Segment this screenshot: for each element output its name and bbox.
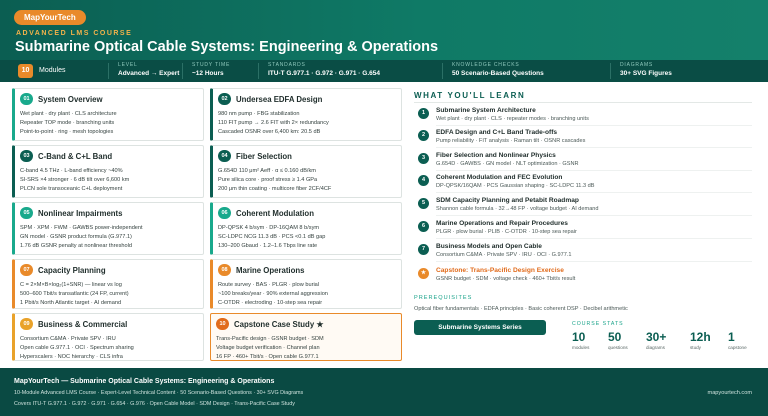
stats-bar — [0, 60, 768, 82]
learn-number: 4 — [418, 175, 429, 186]
module-number-badge: 02 — [218, 93, 231, 105]
header — [0, 0, 768, 60]
divider — [414, 102, 752, 103]
bullet: C-OTDR · electroding · 10-step sea repair — [218, 300, 323, 306]
bullet: 1.76 dB GSNR penalty at nonlinear threshold — [20, 243, 132, 249]
divider — [436, 238, 752, 239]
stat-value: ~12 Hours — [192, 70, 224, 77]
module-card-02[interactable] — [210, 88, 402, 141]
divider — [436, 147, 752, 148]
learn-item-title: SDM Capacity Planning and Petabit Roadmap — [436, 197, 579, 204]
learn-item-title: Fiber Selection and Nonlinear Physics — [436, 152, 556, 159]
bullet: 1 Pbit/s North Atlantic target · AI demand — [20, 300, 122, 306]
divider — [436, 170, 752, 171]
stat-value: 50 Scenario-Based Questions — [452, 70, 544, 77]
bullet: GN model · GSNR product formula (G.977.1) — [20, 234, 132, 240]
stat-diagrams — [620, 62, 672, 77]
learn-number: 1 — [418, 108, 429, 119]
module-number-badge: 06 — [218, 207, 231, 219]
module-title: Fiber Selection — [236, 151, 292, 161]
site-link[interactable]: mapyourtech.com — [707, 390, 752, 396]
module-title: Marine Operations — [236, 265, 305, 275]
module-title: Capstone Case Study ★ — [234, 319, 324, 329]
learn-item-title: Business Models and Open Cable — [436, 243, 542, 250]
module-bullets — [20, 110, 117, 137]
card-header — [218, 150, 292, 162]
bullet: 110 FIT pump → 2.6 FIT with 2× redundancy — [218, 120, 329, 126]
course-stat — [572, 330, 589, 350]
stat-knowledge-checks — [452, 62, 544, 77]
learn-item-detail: GSNR budget · SDM · voltage check · 460+ Tbit/s result — [436, 276, 576, 282]
course-stat-label: questions — [608, 345, 628, 350]
learn-number: 5 — [418, 198, 429, 209]
course-stat-label: modules — [572, 345, 590, 350]
stat-value: Advanced → Expert — [118, 70, 180, 77]
bullet: Hyperscalers · NOC hierarchy · CLS infra — [20, 354, 123, 360]
learn-number: 6 — [418, 221, 429, 232]
page-title: Submarine Optical Cable Systems: Engineering & Operations — [15, 39, 439, 55]
bullet: Wet plant · dry plant · CLS architecture — [20, 111, 117, 117]
bullet: G.654D 110 μm² Aeff · α ≤ 0.160 dB/km — [218, 168, 316, 174]
bullet: SC-LDPC NCG 11.3 dB · PCS <0.1 dB gap — [218, 234, 326, 240]
bullet: 130–200 Gbaud · 1.2–1.6 Tbps line rate — [218, 243, 318, 249]
learn-item-detail: PLGR · plow burial · PLIB · C-OTDR · 10-step sea repair — [436, 229, 577, 235]
bullet: ~100 breaks/year · 90% external aggression — [218, 291, 328, 297]
module-bullets — [218, 110, 329, 137]
stat-study-time — [192, 62, 230, 77]
course-stat-label: study — [690, 345, 701, 350]
footer-summary: 10-Module Advanced LMS Course · Expert-Level Technical Content · 50 Scenario-Based Questions · 30+ SVG Diagrams — [14, 390, 304, 396]
divider — [436, 192, 752, 193]
module-number-badge: 10 — [216, 318, 229, 330]
module-title: C-Band & C+L Band — [38, 151, 113, 161]
module-title: Nonlinear Impairments — [38, 208, 123, 218]
module-card-05[interactable] — [12, 202, 204, 255]
course-stat-value: 30+ — [646, 330, 667, 344]
learn-number: 7 — [418, 244, 429, 255]
divider — [610, 63, 611, 79]
bullet: Point-to-point · ring · mesh topologies — [20, 129, 114, 135]
learn-item-title: Marine Operations and Repair Procedures — [436, 220, 568, 227]
card-header — [218, 264, 304, 276]
module-card-08[interactable] — [210, 259, 402, 309]
stat-value: 30+ SVG Figures — [620, 70, 672, 77]
module-title: Capacity Planning — [38, 265, 106, 275]
divider — [108, 63, 109, 79]
course-stats-title: COURSE STATS — [572, 321, 624, 327]
bullet: Consortium C&MA · Private SPV · IRU — [20, 336, 116, 342]
card-header — [218, 93, 322, 105]
course-stat-value: 10 — [572, 330, 586, 344]
module-card-10-capstone[interactable] — [210, 313, 402, 361]
learn-item-detail: Pump reliability · FIT analysis · Raman tilt · OSNR cascades — [436, 138, 586, 144]
bullet: Cascaded OSNR over 6,400 km: 20.5 dB — [218, 129, 321, 135]
course-stat-label: capstone — [728, 345, 747, 350]
bullet: Voltage budget verification · Channel plan — [216, 345, 320, 351]
bullet: 16 FP · 460+ Tbit/s · Open cable G.977.1 — [216, 354, 319, 360]
module-bullets — [20, 281, 129, 308]
stat-key: LEVEL — [118, 62, 138, 68]
learn-number: 2 — [418, 130, 429, 141]
bullet: 500–600 Tbit/s transatlantic (24 FP, current) — [20, 291, 129, 297]
module-bullets — [20, 335, 134, 362]
modules-count-badge: 10 — [18, 64, 33, 78]
course-stat — [728, 330, 747, 350]
footer — [0, 368, 768, 416]
bullet: SI-SRS ×4 stronger · 6 dB tilt over 6,600 km — [20, 177, 130, 183]
course-stat-value: 50 — [608, 330, 622, 344]
module-bullets — [218, 167, 331, 194]
divider — [182, 63, 183, 79]
module-bullets — [20, 167, 129, 194]
divider — [442, 63, 443, 79]
card-header — [20, 264, 106, 276]
bullet: DP-QPSK 4 b/sym · DP-16QAM 8 b/sym — [218, 225, 320, 231]
stat-key: STANDARDS — [268, 62, 306, 68]
module-number-badge: 05 — [20, 207, 33, 219]
module-card-04[interactable] — [210, 145, 402, 198]
learn-item-title: EDFA Design and C+L Band Trade-offs — [436, 129, 558, 136]
stat-value: ITU-T G.977.1 · G.972 · G.971 · G.654 — [268, 70, 380, 77]
stat-standards — [268, 62, 380, 77]
prerequisites-text: Optical fiber fundamentals · EDFA principles · Basic coherent DSP · Decibel arithmetic — [414, 306, 628, 312]
footer-title: MapYourTech — Submarine Optical Cable Systems: Engineering & Operations — [14, 378, 275, 385]
stat-key: KNOWLEDGE CHECKS — [452, 62, 520, 68]
learn-item-title: Submarine System Architecture — [436, 107, 536, 114]
course-stat — [690, 330, 711, 350]
module-number-badge: 08 — [218, 264, 231, 276]
card-header — [20, 150, 112, 162]
footer-coverage: Covers ITU-T G.977.1 · G.972 · G.971 · G.654 · G.976 · Open Cable Model · SDM Design · Trans-Pacific Case Study — [14, 401, 295, 407]
module-bullets — [218, 224, 325, 251]
stat-level — [118, 62, 179, 77]
module-number-badge: 01 — [20, 93, 33, 105]
module-title: Undersea EDFA Design — [236, 94, 323, 104]
module-title: Coherent Modulation — [236, 208, 314, 218]
course-stat-value: 12h — [690, 330, 711, 344]
bullet: Trans-Pacific design · GSNR budget · SDM — [216, 336, 324, 342]
learn-item-detail: Shannon cable formula · 32→48 FP · voltage budget · AI demand — [436, 206, 599, 212]
bullet: PLCN sole transoceanic C+L deployment — [20, 186, 123, 192]
module-card-09[interactable] — [12, 313, 204, 361]
card-header — [20, 93, 103, 105]
stat-key: STUDY TIME — [192, 62, 231, 68]
module-number-badge: 09 — [20, 318, 33, 330]
divider — [258, 63, 259, 79]
course-stat-label: diagrams — [646, 345, 665, 350]
card-header — [216, 318, 323, 330]
bullet: Pure silica core · proof stress ≥ 1.4 GPa — [218, 177, 318, 183]
module-title: Business & Commercial — [38, 319, 128, 329]
bullet: Open cable G.977.1 · OCI · Spectrum sharing — [20, 345, 134, 351]
stat-key: DIAGRAMS — [620, 62, 654, 68]
divider — [436, 261, 752, 262]
star-icon: ★ — [418, 268, 429, 279]
card-header — [218, 207, 314, 219]
learn-section-title: WHAT YOU'LL LEARN — [414, 91, 526, 100]
card-header — [20, 318, 127, 330]
learn-item-title: Capstone: Trans-Pacific Design Exercise — [436, 267, 564, 274]
module-bullets — [216, 335, 324, 362]
module-number-badge: 03 — [20, 150, 33, 162]
module-bullets — [218, 281, 328, 308]
learn-item-detail: Wet plant · dry plant · CLS · repeater modes · branching units — [436, 116, 589, 122]
series-button[interactable]: Submarine Systems Series — [414, 320, 546, 335]
module-card-03[interactable] — [12, 145, 204, 198]
modules-label: Modules — [39, 67, 66, 74]
bullet: Route survey · BAS · PLGR · plow burial — [218, 282, 320, 288]
bullet: 200 μm thin coating · multicore fiber 2CF/4CF — [218, 186, 332, 192]
divider — [436, 215, 752, 216]
bullet: C = 2×M×B×log₂(1+SNR) — linear vs log — [20, 282, 122, 288]
bullet: C-band 4.5 THz · L-band efficiency ~40% — [20, 168, 123, 174]
course-tag: ADVANCED LMS COURSE — [16, 30, 133, 37]
course-stat — [608, 330, 628, 350]
bullet: 980 nm pump · FBG stabilization — [218, 111, 300, 117]
brand-logo[interactable]: MapYourTech — [14, 10, 86, 25]
divider — [436, 125, 752, 126]
learn-item-detail: DP-QPSK/16QAM · PCS Gaussian shaping · SC-LDPC 11.3 dB — [436, 183, 595, 189]
module-number-badge: 07 — [20, 264, 33, 276]
module-card-01[interactable] — [12, 88, 204, 141]
learn-item-title: Coherent Modulation and FEC Evolution — [436, 174, 563, 181]
module-number-badge: 04 — [218, 150, 231, 162]
module-bullets — [20, 224, 143, 251]
card-header — [20, 207, 123, 219]
course-stat-value: 1 — [728, 330, 735, 344]
learn-item-detail: Consortium C&MA · Private SPV · IRU · OCI · G.977.1 — [436, 252, 572, 258]
learn-item-detail: G.654D · GAWBS · GN model · NLT optimization · GSNR — [436, 161, 579, 167]
prerequisites-title: PREREQUISITES — [414, 295, 473, 301]
module-card-06[interactable] — [210, 202, 402, 255]
bullet: Repeater TOP mode · branching units — [20, 120, 115, 126]
module-title: System Overview — [38, 94, 103, 104]
course-stat — [646, 330, 666, 350]
bullet: SPM · XPM · FWM · GAWBS power-independent — [20, 225, 143, 231]
learn-number: 3 — [418, 153, 429, 164]
module-card-07[interactable] — [12, 259, 204, 309]
